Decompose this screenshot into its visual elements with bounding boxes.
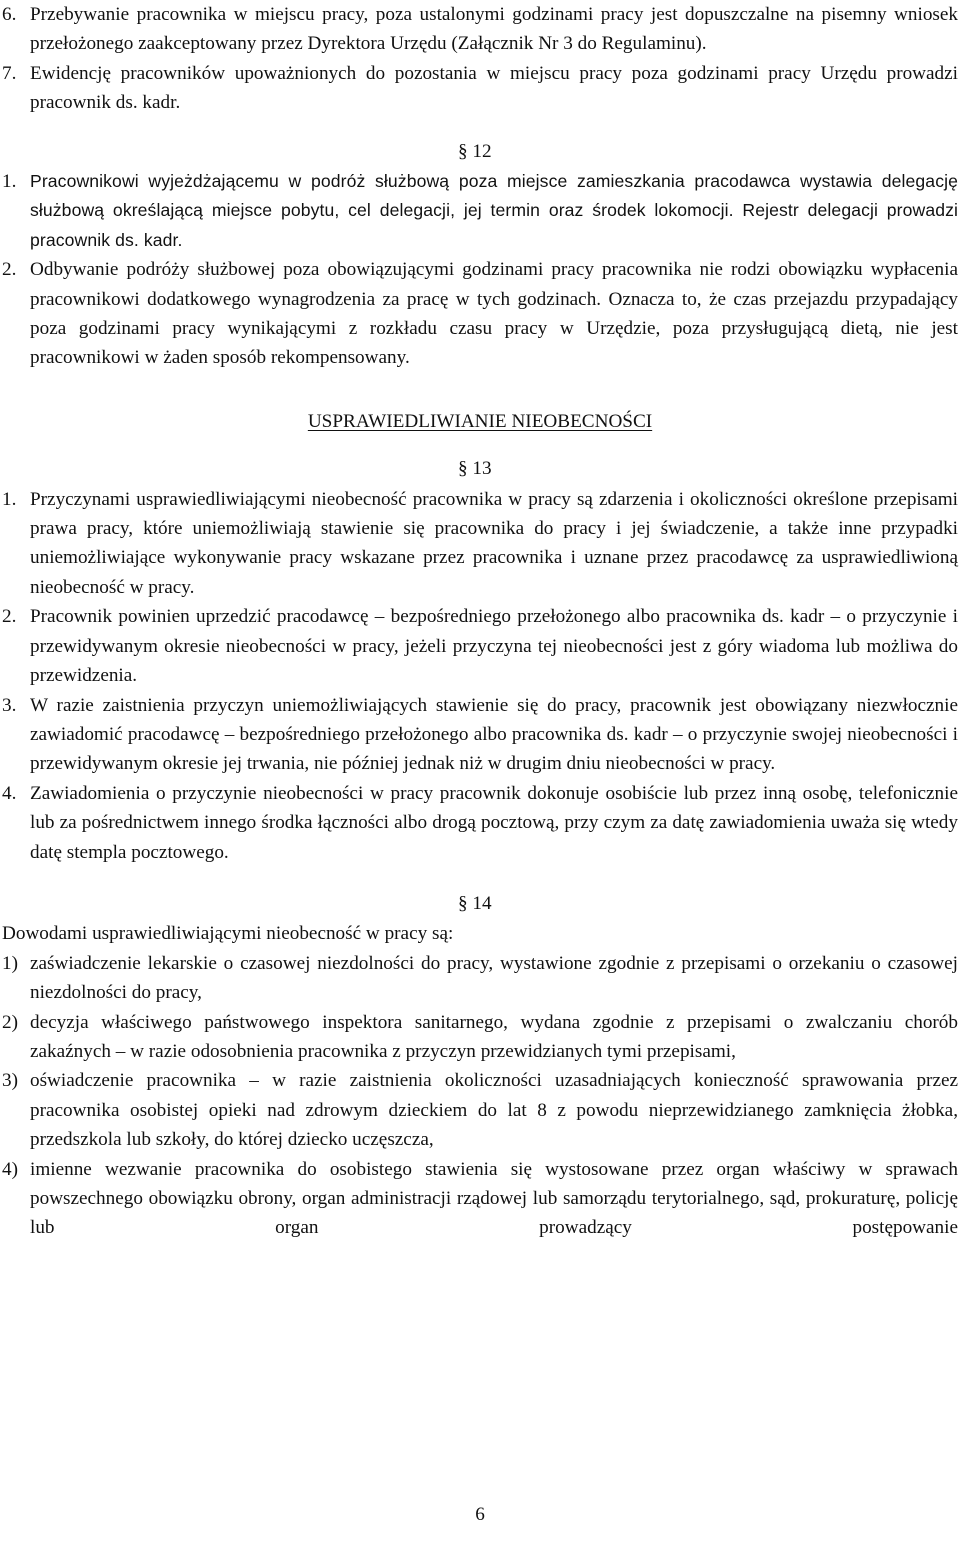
item-text: Zawiadomienia o przyczynie nieobecności w pracy pracownik dokonuje osobiście lub przez inną osobę, telefonicznie lub za pośrednictwem innego środka łączności albo drogą pocztową, przy czym za datę zawiadomienia uważa się wtedy datę stempla pocztowego. xyxy=(30,782,958,863)
item-text: decyzja właściwego państwowego inspektora sanitarnego, wydana zgodnie z przepisami o zwalczaniu chorób zakaźnych – w razie odosobnienia pracownika z przyczyn przewidzianych tymi przepisami, xyxy=(30,1011,958,1062)
item-number: 2. xyxy=(2,606,17,628)
item-number: 1. xyxy=(2,488,17,510)
item-text: Odbywanie podróży służbowej poza obowiązującymi godzinami pracy pracownika nie rodzi obowiązku wypłacenia pracownikowi dodatkowego wynagrodzenia za pracę w tych godzinach. Oznacza to, że czas przejazdu przypadający poza godzinami pracy wynikającymi z rozkładu czasu pracy w Urzędzie, poza przysługującą dietą, nie jest pracownikowi w żaden sposób rekompensowany. xyxy=(30,259,958,369)
item-number: 2) xyxy=(2,1011,18,1033)
section-14-heading xyxy=(2,889,958,918)
top-items xyxy=(2,0,958,118)
item-number: 7. xyxy=(2,62,17,84)
item-number: 3) xyxy=(2,1070,18,1092)
section-sign: § 13 xyxy=(458,458,492,480)
section-heading: USPRAWIEDLIWIANIE NIEOBECNOŚCI xyxy=(307,410,653,432)
item-number: 4. xyxy=(2,782,17,804)
item-text: Pracownikowi wyjeżdżającemu w podróż służbową poza miejsce zamieszkania pracodawca wystawia delegację służbową określającą miejsce pobytu, cel delegacji, jej termin oraz środek lokomocji. Rejestr delegacji prowadzi pracownik ds. kadr. xyxy=(30,171,958,250)
list-item xyxy=(2,255,958,373)
item-number: 6. xyxy=(2,4,17,25)
item-text: Przebywanie pracownika w miejscu pracy, poza ustalonymi godzinami pracy jest dopuszczalne na pisemny wniosek przełożonego zaakceptowany przez Dyrektora Urzędu (Załącznik Nr 3 do Regulaminu). xyxy=(30,4,958,55)
section-13-items xyxy=(2,485,958,867)
item-number: 4) xyxy=(2,1158,18,1180)
item-text: zaświadczenie lekarskie o czasowej niezdolności do pracy, wystawione zgodnie z przepisami o orzekaniu o czasowej niezdolności do pracy, xyxy=(30,952,958,1004)
item-text: W razie zaistnienia przyczyn uniemożliwiających stawienie się do pracy, pracownik jest obowiązany niezwłocznie zawiadomić pracodawcę – bezpośredniego przełożonego albo pracownika ds. kadr – o przyczynie swojej nieobecności i przewidywanym okresie jej trwania, nie później jednak niż w drugim dniu nieobecności w pracy. xyxy=(30,694,958,775)
list-item xyxy=(2,949,958,1008)
list-item xyxy=(2,485,958,603)
item-text: oświadczenie pracownika – w razie zaistnienia okoliczności uzasadniających konieczność sprawowania przez pracownika osobistej opieki nad zdrowym dzieckiem do lat 8 z powodu nieprzewidzianego zamknięcia żłobka, przedszkola lub szkoły, do której dziecko uczęszcza, xyxy=(30,1070,958,1151)
section-sign: § 12 xyxy=(458,140,492,162)
list-item xyxy=(2,59,958,118)
item-number: 1. xyxy=(2,171,17,193)
item-text: Ewidencję pracowników upoważnionych do pozostania w miejscu pracy poza godzinami pracy Urzędu prowadzi pracownik ds. kadr. xyxy=(30,62,958,114)
item-text: imienne wezwanie pracownika do osobistego stawienia się wystosowane przez organ właściwy w sprawach powszechnego obowiązku obrony, organ administracji rządowej lub samorządu terytorialnego, sąd, prokuraturę, policję lub organ prowadzący postępowanie xyxy=(30,1158,958,1239)
spacer xyxy=(2,867,958,889)
list-item xyxy=(2,779,958,867)
list-item xyxy=(2,1066,958,1154)
section-sign: § 14 xyxy=(458,892,492,914)
item-number: 1) xyxy=(2,952,18,974)
spacer xyxy=(2,118,958,137)
page-number: 6 xyxy=(475,1504,485,1525)
item-text: Pracownik powinien uprzedzić pracodawcę – bezpośredniego przełożonego albo pracownika ds. kadr – o przyczynie i przewidywanym okresie nieobecności w pracy, jeżeli przyczyna tej nieobecności jest z góry wiadoma lub możliwa do przewidzenia. xyxy=(30,606,958,687)
list-item xyxy=(2,1155,958,1243)
item-number: 2. xyxy=(2,259,17,281)
item-text: Przyczynami usprawiedliwiającymi nieobecność pracownika w pracy są zdarzenia i okoliczności określone przepisami prawa pracy, które uniemożliwiają stawienie się pracownika do pracy i jej świadczenie, a także inne przypadki uniemożliwiające wykonywanie pracy wskazane przez pracownika i uznane przez pracodawcę za usprawiedliwioną nieobecność w pracy. xyxy=(30,488,958,598)
section-14-items xyxy=(2,949,958,1243)
list-item xyxy=(2,1008,958,1067)
list-item xyxy=(2,167,958,255)
list-item xyxy=(2,691,958,779)
section-13-heading xyxy=(2,454,958,483)
section-14-intro: Dowodami usprawiedliwiającymi nieobecność w pracy są: xyxy=(2,923,454,945)
spacer xyxy=(2,373,958,407)
spacer xyxy=(2,436,958,454)
section-12-heading xyxy=(2,137,958,166)
list-item xyxy=(2,0,958,59)
section-12-items xyxy=(2,167,958,373)
item-number: 3. xyxy=(2,694,17,716)
list-item xyxy=(2,602,958,690)
